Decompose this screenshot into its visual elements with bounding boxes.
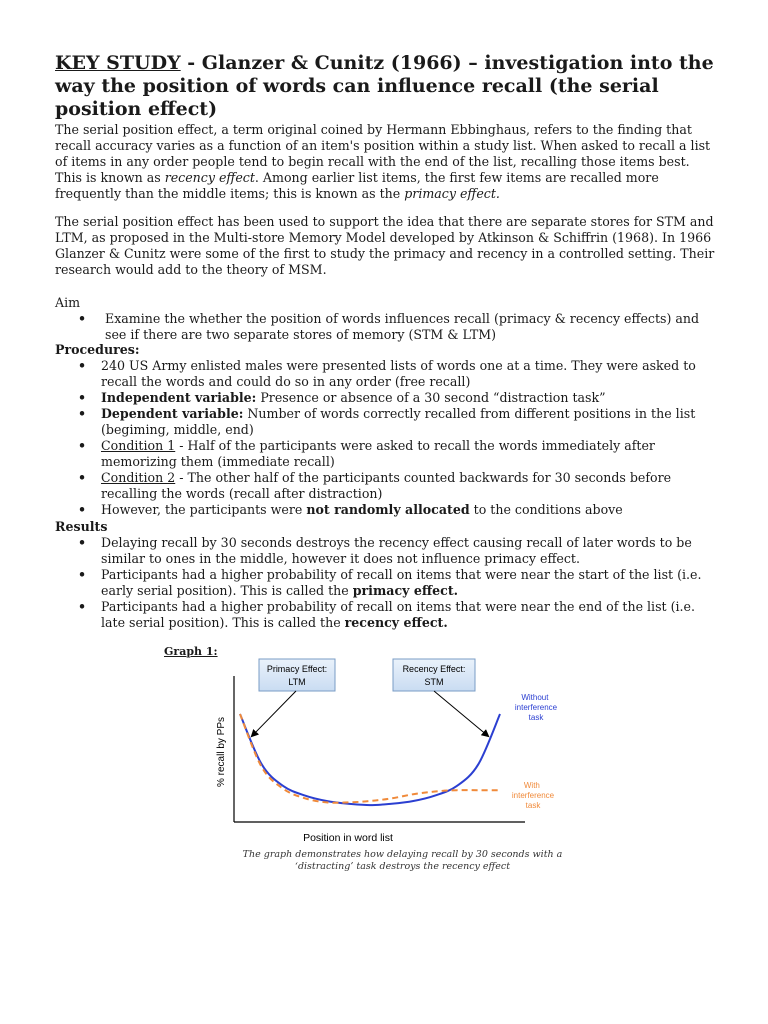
condition-2-text: - The other half of the participants counted backwards for 30 seconds before recalling the words (recall after distraction) bbox=[101, 470, 672, 501]
recency-stm-label: STM bbox=[424, 677, 444, 687]
series-line-without-interference bbox=[240, 714, 500, 805]
page-title bbox=[55, 52, 735, 121]
recency-arrow bbox=[434, 691, 488, 736]
aim-heading: Aim bbox=[55, 295, 81, 310]
legend-without-interference: Without interference task bbox=[514, 693, 558, 722]
iv-text: Presence or absence of a 30 second “distraction task” bbox=[256, 390, 606, 405]
chart-svg bbox=[200, 650, 580, 850]
primacy-arrow bbox=[252, 691, 296, 736]
results-heading: Results bbox=[55, 519, 108, 534]
dv-label: Dependent variable: bbox=[101, 406, 244, 421]
list-item bbox=[55, 502, 715, 518]
condition-1-text: - Half of the participants were asked to recall the words immediately after memorizing them (immediate recall) bbox=[101, 438, 655, 469]
intro-text: The serial position effect, a term original coined by Hermann Ebbinghaus, refers to the finding that recall accuracy varies as a function of an item's position within a study list. When asked to recall a list of items in any order people tend to begin recall with the end of the list, recalling those items best. This is known as bbox=[55, 122, 711, 185]
primacy-ltm-label: LTM bbox=[288, 677, 306, 687]
procedures-list bbox=[55, 358, 715, 518]
list-item: • Delaying recall by 30 seconds destroys the recency effect causing recall of later words to be similar to ones in the middle, however it does not influence primacy effect. bbox=[55, 535, 715, 567]
title-text: - Glanzer & Cunitz (1966) – investigation into the way the position of words can influence recall (the serial position effect) bbox=[55, 52, 714, 120]
result-text: Participants had a higher probability of recall on items that were near the end of the list (i.e. late serial position). This is called the bbox=[101, 599, 696, 630]
condition-2-label: Condition 2 bbox=[101, 470, 176, 485]
list-item: • 240 US Army enlisted males were presented lists of words one at a time. They were asked to recall the words and could do so in any order (free recall) bbox=[55, 358, 715, 390]
list-item bbox=[55, 406, 715, 438]
condition-1-label: Condition 1 bbox=[101, 438, 176, 453]
recency-effect-term: recency effect. bbox=[344, 615, 448, 630]
series-line-with-interference bbox=[240, 714, 500, 803]
graph-label: Graph 1: bbox=[164, 645, 218, 658]
recency-term: recency effect bbox=[164, 170, 255, 185]
recency-annotation bbox=[393, 659, 488, 736]
legend-with-interference: With interference task bbox=[511, 781, 555, 810]
x-axis-label: Position in word list bbox=[303, 832, 393, 844]
intro-paragraph-1 bbox=[55, 122, 715, 202]
results-list bbox=[55, 535, 715, 631]
list-item bbox=[55, 438, 715, 470]
list-item bbox=[55, 599, 715, 631]
recency-label: Recency Effect: bbox=[402, 664, 466, 674]
not-random-term: not randomly allocated bbox=[306, 502, 470, 517]
list-item: • Examine the whether the position of words influences recall (primacy & recency effects) and see if there are two separate stores of memory (STM & LTM) bbox=[55, 311, 715, 343]
y-axis-label: % recall by PPs bbox=[216, 716, 227, 788]
result-text: Participants had a higher probability of recall on items that were near the start of the list (i.e. early serial position). This is called the bbox=[101, 567, 702, 598]
intro-text: . Among earlier list items, the first few items are recalled more frequently than the middle items; this is known as the bbox=[55, 170, 659, 201]
aim-list bbox=[55, 311, 715, 343]
dv-text: Number of words correctly recalled from different positions in the list (begiming, middle, end) bbox=[101, 406, 696, 437]
primacy-term: primacy effect. bbox=[404, 186, 500, 201]
allocation-text: However, the participants were bbox=[101, 502, 307, 517]
list-item bbox=[55, 390, 715, 406]
title-key-label: KEY STUDY bbox=[55, 52, 181, 74]
graph-caption: The graph demonstrates how delaying recall by 30 seconds with a ‘distracting’ task destroys the recency effect bbox=[242, 849, 563, 872]
primacy-effect-term: primacy effect. bbox=[352, 583, 459, 598]
list-item bbox=[55, 567, 715, 599]
iv-label: Independent variable: bbox=[101, 390, 257, 405]
list-item bbox=[55, 470, 715, 502]
procedures-heading: Procedures: bbox=[55, 342, 140, 357]
serial-position-chart bbox=[200, 650, 580, 850]
allocation-text: to the conditions above bbox=[469, 502, 623, 517]
primacy-label: Primacy Effect: bbox=[266, 664, 328, 674]
primacy-annotation bbox=[252, 659, 335, 736]
intro-paragraph-2: The serial position effect has been used to support the idea that there are separate stores for STM and LTM, as proposed in the Multi-store Memory Model developed by Atkinson & Schiffrin (1968). In 1966 Glanzer & Cunitz were some of the first to study the primacy and recency in a controlled setting. Their research would add to the theory of MSM. bbox=[55, 214, 715, 277]
